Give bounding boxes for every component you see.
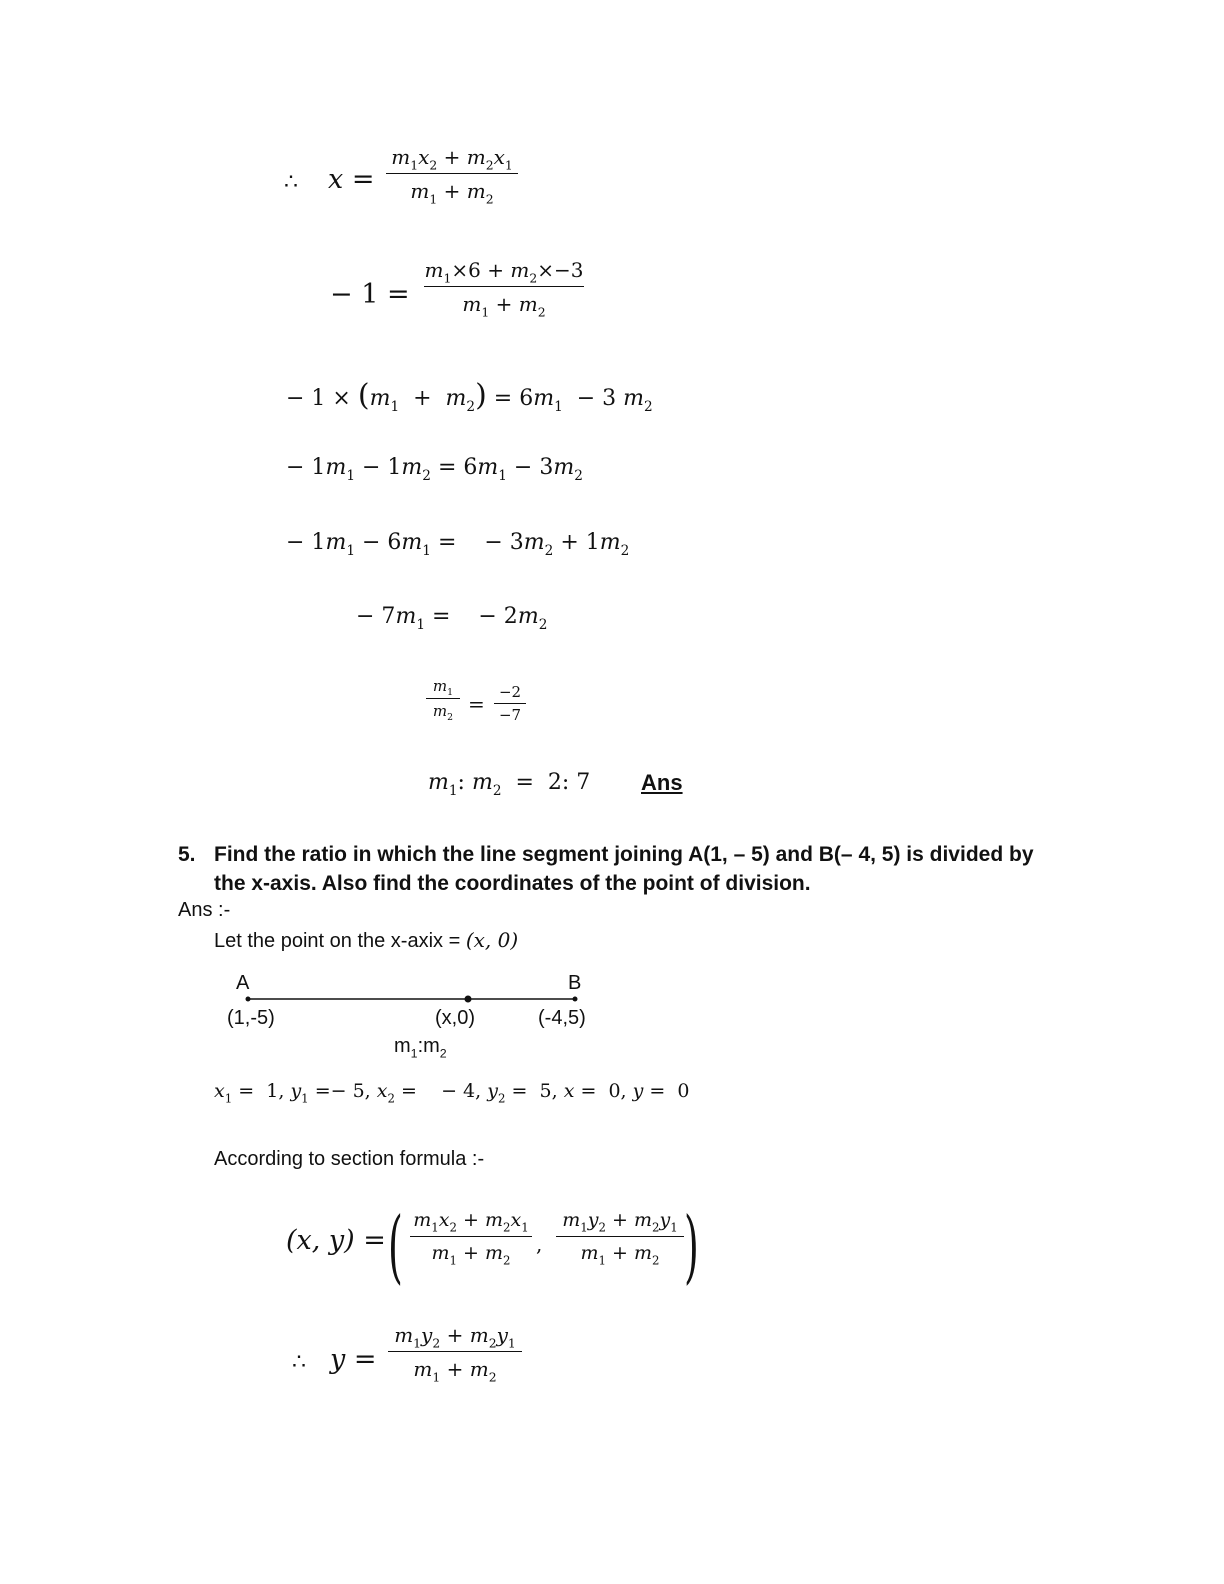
point-a-dot	[246, 997, 251, 1002]
point-b-name: B	[568, 972, 582, 994]
let-point-label: Let the point on the x-axix =	[214, 930, 466, 952]
section-formula-text: According to section formula :-	[214, 1148, 485, 1170]
section-formula-lhs: (x, y) =	[286, 1225, 386, 1256]
eq3: − $1 \times (m_1 + m_2) = 6m_1 - 3$ $m_2$	[286, 378, 653, 416]
eq4: − $1m_1 - 1m_2 = 6m_1 - 3m_2$	[286, 455, 583, 485]
eq2-fraction: $m_1\times 6 + m_2\times-3$ $m_1 + m_2$	[424, 258, 584, 320]
point-a-coords: (1,-5)	[227, 1007, 275, 1029]
section-formula-x-fraction: $m_1x_2 + m_2x_1$ $m_1 + m_2$	[410, 1210, 532, 1264]
eq6: − $7m_1$ = − $2m_2$	[356, 604, 548, 634]
let-point-text	[214, 928, 518, 953]
close-big-paren: )	[684, 1200, 699, 1293]
answer-label: Ans :-	[178, 899, 231, 921]
point-b-dot	[573, 997, 578, 1002]
section-formula-y-fraction: $m_1y_2 + m_2y_1$ $m_1 + m_2$	[556, 1210, 684, 1264]
eq-final-lhs: y =	[330, 1344, 377, 1375]
eq-final-fraction: $m_1y_2 + m_2y_1$ $m_1 + m_2$	[388, 1324, 522, 1380]
therefore-symbol-2: ∴	[292, 1350, 306, 1375]
eq1-lhs: x =	[328, 164, 375, 195]
let-point-expr: (x, 0)	[465, 928, 519, 952]
eq7-fraction-left: $m_1$ $m_2$	[426, 678, 460, 719]
ans-tag: Ans	[641, 770, 683, 795]
eq7-equals: =	[468, 692, 485, 716]
point-a-name: A	[236, 972, 250, 994]
eq7-fraction-right: −2 −7	[494, 684, 526, 723]
eq2-lhs: − 1 =	[330, 279, 410, 310]
eq5: − $1m_1 - 6m_1$ = − $3m_2 + 1m_2$	[286, 530, 630, 560]
question-text-line2: the x-axis. Also find the coordinates of the point of division.	[214, 872, 811, 895]
point-p-dot	[465, 996, 472, 1003]
eq1-fraction: $m_1x_2 + m_2x_1$ $m_1 + m_2$	[386, 146, 518, 202]
point-b-coords: (-4,5)	[538, 1007, 586, 1029]
ratio-label: $m_1:m_2$	[394, 1035, 447, 1061]
open-big-paren: (	[388, 1200, 403, 1293]
point-p-coords: (x,0)	[435, 1007, 475, 1029]
coordinate-values: $x_1 = 1$, $y_1 =- 5$, $x_2$ = − 4, $y_2 = 5$, x = 0, y = 0	[214, 1080, 690, 1106]
line-segment-diagram	[240, 992, 585, 1006]
question-text-line1: Find the ratio in which the line segment joining A(1, – 5) and B(– 4, 5) is divided by	[214, 843, 1034, 866]
eq8-ratio-result: $m_1$: $m_2 = 2$: 7	[428, 770, 591, 800]
question-number: 5.	[178, 843, 196, 866]
section-formula-comma: ,	[536, 1232, 543, 1256]
therefore-symbol-1: ∴	[284, 170, 298, 195]
